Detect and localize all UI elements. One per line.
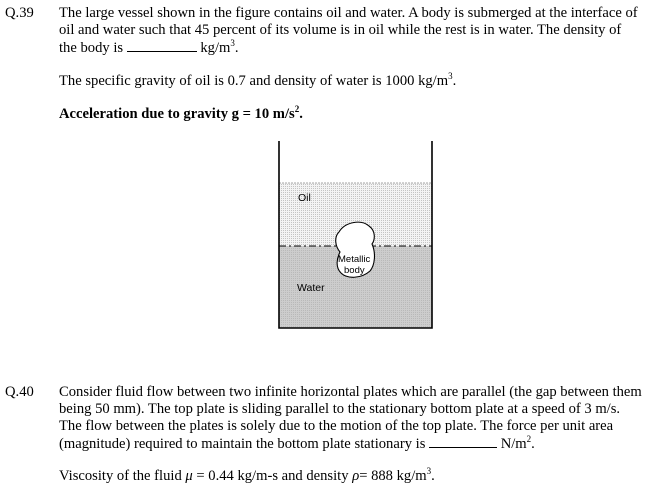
q39-line-3-end: . <box>234 40 239 56</box>
q39-line-1: The large vessel shown in the figure contains oil and water. A body is submerged at the interface of <box>59 5 638 21</box>
gravity-end: . <box>299 106 303 122</box>
q40-line-3: The flow between the plates is solely due to the motion of the top plate. The force per unit area <box>59 418 614 434</box>
q39-line-2: oil and water such that 45 percent of its volume is in oil while the rest is in water. The density of <box>59 22 622 38</box>
gravity-exponent: 2 <box>294 104 300 114</box>
question-40-statement <box>59 384 653 453</box>
specific-gravity-text: The specific gravity of oil is 0.7 and density of water is 1000 kg/m <box>59 73 449 89</box>
metallic-body-label: Metallic <box>338 254 371 265</box>
oil-label: Oil <box>298 192 311 204</box>
q39-line-3 <box>59 39 653 57</box>
question-number-39: Q.39 <box>5 5 34 21</box>
q40-unit: N/m <box>500 436 527 452</box>
specific-gravity-end: . <box>452 73 457 89</box>
q40-line-4-pre: (magnitude) required to maintain the bottom plate stationary is <box>59 436 426 452</box>
q40-line-2: being 50 mm). The top plate is sliding parallel to the stationary bottom plate at a speed of 3 m/s. <box>59 401 621 417</box>
gravity-statement <box>59 106 653 123</box>
viscosity-end: . <box>431 468 435 484</box>
mu-symbol: μ <box>185 468 193 484</box>
viscosity-mid: = 0.44 kg/m-s and density <box>196 468 349 484</box>
density-exponent: 3 <box>426 466 432 476</box>
q40-line-4-end: . <box>531 436 535 452</box>
answer-blank-40[interactable] <box>429 435 497 448</box>
q39-unit-exponent: 3 <box>230 38 235 48</box>
body-label: body <box>344 265 365 276</box>
water-label: Water <box>297 282 325 294</box>
q39-line-3-pre: the body is <box>59 40 124 56</box>
q40-line-4 <box>59 435 653 453</box>
q39-unit: kg/m <box>200 40 231 56</box>
answer-blank-39[interactable] <box>127 39 197 52</box>
q40-unit-exponent: 2 <box>526 434 532 444</box>
vessel-figure <box>273 140 438 334</box>
question-number-40: Q.40 <box>5 384 34 400</box>
rho-symbol: ρ <box>352 468 360 484</box>
water-density-exponent: 3 <box>448 71 453 81</box>
q40-line-1: Consider fluid flow between two infinite horizontal plates which are parallel (the gap between them <box>59 384 642 400</box>
density-value: = 888 kg/m <box>359 468 427 484</box>
viscosity-statement <box>59 468 653 485</box>
question-39-statement <box>59 5 653 57</box>
viscosity-pre: Viscosity of the fluid <box>59 468 182 484</box>
specific-gravity-statement <box>59 73 653 90</box>
gravity-text: Acceleration due to gravity g = 10 m/s <box>59 106 295 122</box>
